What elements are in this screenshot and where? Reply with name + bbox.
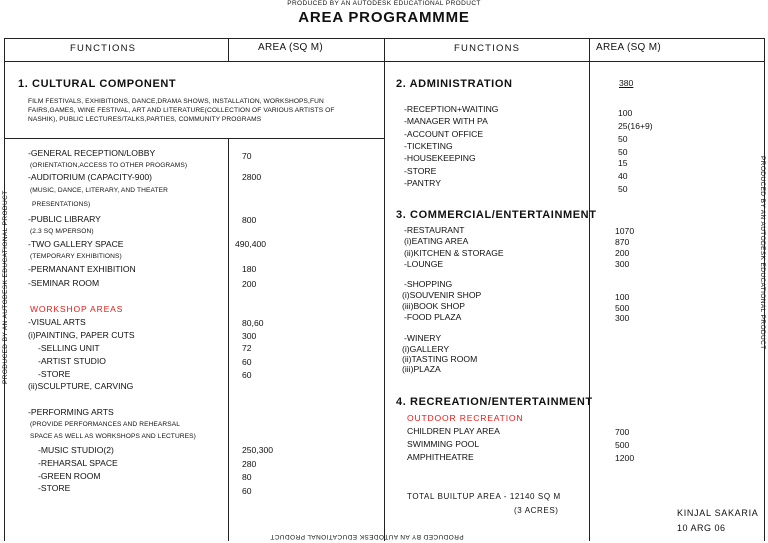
item-value: 2800 bbox=[242, 172, 262, 182]
admin-total: 380 bbox=[619, 78, 634, 88]
item-value: 15 bbox=[618, 158, 628, 168]
item-value: 50 bbox=[618, 184, 628, 194]
watermark-top: PRODUCED BY AN AUTODESK EDUCATIONAL PRODUCT bbox=[287, 0, 481, 7]
item-value: 72 bbox=[242, 343, 252, 353]
item-label: -STORE bbox=[38, 369, 71, 379]
area-header-right: AREA (SQ M) bbox=[596, 42, 661, 53]
item-label: (i)GALLERY bbox=[402, 344, 450, 354]
page-title: AREA PROGRAMMME bbox=[298, 9, 470, 26]
grid-line-col2 bbox=[589, 38, 590, 541]
item-label: (ii)SCULPTURE, CARVING bbox=[28, 381, 134, 391]
item-value: 60 bbox=[242, 486, 252, 496]
item-value: 700 bbox=[615, 427, 630, 437]
item-value: 60 bbox=[242, 370, 252, 380]
item-value: 100 bbox=[615, 292, 630, 302]
item-value: 25(16+9) bbox=[618, 121, 653, 131]
item-label: (iii)BOOK SHOP bbox=[402, 301, 466, 311]
item-value: 80 bbox=[242, 472, 252, 482]
item-label: (ii)TASTING ROOM bbox=[402, 354, 478, 364]
item-value: 300 bbox=[242, 331, 257, 341]
item-value: 250,300 bbox=[242, 445, 274, 455]
functions-header-right: FUNCTIONS bbox=[454, 43, 521, 54]
item-label: -ARTIST STUDIO bbox=[38, 356, 106, 366]
cultural-desc-3: NASHIK), PUBLIC LECTURES/TALKS,PARTIES, COMMUNITY PROGRAMS bbox=[28, 116, 262, 123]
item-label: -SHOPPING bbox=[404, 279, 453, 289]
item-label: -RECEPTION+WAITING bbox=[404, 104, 499, 114]
item-label: AMPHITHEATRE bbox=[407, 452, 474, 462]
item-label: (iii)PLAZA bbox=[402, 364, 441, 374]
grid-line-middle bbox=[384, 38, 385, 541]
item-label: -PANTRY bbox=[404, 178, 441, 188]
item-label: -PUBLIC LIBRARY bbox=[28, 214, 101, 224]
item-value: 60 bbox=[242, 357, 252, 367]
item-note: (MUSIC, DANCE, LITERARY, AND THEATER bbox=[30, 187, 168, 194]
item-label: -WINERY bbox=[404, 333, 442, 343]
item-value: 500 bbox=[615, 303, 630, 313]
watermark-right: PRODUCED BY AN AUTODESK EDUCATIONAL PRODUCT bbox=[759, 156, 766, 350]
item-note: (2.3 SQ M/PERSON) bbox=[30, 228, 94, 235]
item-label: -MANAGER WITH PA bbox=[404, 116, 488, 126]
grid-line-col1 bbox=[228, 138, 229, 541]
item-label: (i)SOUVENIR SHOP bbox=[402, 290, 482, 300]
item-value: 300 bbox=[615, 313, 630, 323]
item-value: 40 bbox=[618, 171, 628, 181]
watermark-bottom: PRODUCED BY AN AUTODESK EDUCATIONAL PRODUCT bbox=[270, 533, 464, 540]
recreation-heading: 4. RECREATION/ENTERTAINMENT bbox=[396, 396, 593, 408]
cultural-desc-2: FAIRS,GAMES, WINE FESTIVAL, ART AND LITERATURE(COLLECTION OF VARIOUS ARTISTS OF bbox=[28, 107, 335, 114]
item-label: (ii)KITCHEN & STORAGE bbox=[404, 248, 504, 258]
item-value: 1070 bbox=[615, 226, 635, 236]
item-value: 870 bbox=[615, 237, 630, 247]
area-header-left: AREA (SQ M) bbox=[258, 42, 323, 53]
item-label: -PERFORMING ARTS bbox=[28, 407, 114, 417]
item-value: 70 bbox=[242, 151, 252, 161]
item-label: -RESTAURANT bbox=[404, 225, 465, 235]
author-name: KINJAL SAKARIA bbox=[677, 508, 759, 518]
outdoor-heading: OUTDOOR RECREATION bbox=[407, 413, 524, 423]
item-note: (PROVIDE PERFORMANCES AND REHEARSAL bbox=[30, 421, 181, 428]
cultural-heading: 1. CULTURAL COMPONENT bbox=[18, 78, 177, 90]
drawing-date: 10 ARG 06 bbox=[677, 523, 726, 533]
item-label: -TWO GALLERY SPACE bbox=[28, 239, 124, 249]
item-note: SPACE AS WELL AS WORKSHOPS AND LECTURES) bbox=[30, 433, 196, 440]
item-label: -GENERAL RECEPTION/LOBBY bbox=[28, 148, 156, 158]
item-label: (i)EATING AREA bbox=[404, 236, 469, 246]
item-value: 1200 bbox=[615, 453, 635, 463]
workshop-heading: WORKSHOP AREAS bbox=[30, 304, 124, 314]
item-value: 50 bbox=[618, 134, 628, 144]
grid-line-cultural bbox=[4, 138, 384, 139]
item-label: -SEMINAR ROOM bbox=[28, 278, 100, 288]
item-value: 200 bbox=[242, 279, 257, 289]
item-value: 500 bbox=[615, 440, 630, 450]
item-label: SWIMMING POOL bbox=[407, 439, 480, 449]
item-label: -MUSIC STUDIO(2) bbox=[38, 445, 114, 455]
watermark-left: PRODUCED BY AN AUTODESK EDUCATIONAL PRODUCT bbox=[2, 190, 9, 384]
item-value: 100 bbox=[618, 108, 633, 118]
total-acres: (3 ACRES) bbox=[514, 506, 559, 515]
grid-line-col1-head bbox=[228, 38, 229, 61]
admin-heading: 2. ADMINISTRATION bbox=[396, 78, 513, 90]
total-builtup: TOTAL BUILTUP AREA - 12140 SQ M bbox=[407, 492, 561, 501]
item-value: 180 bbox=[242, 264, 257, 274]
item-label: -REHARSAL SPACE bbox=[38, 458, 118, 468]
item-label: CHILDREN PLAY AREA bbox=[407, 426, 500, 436]
item-label: -VISUAL ARTS bbox=[28, 317, 86, 327]
item-label: -STORE bbox=[404, 166, 437, 176]
item-value: 80,60 bbox=[242, 318, 264, 328]
commercial-heading: 3. COMMERCIAL/ENTERTAINMENT bbox=[396, 209, 597, 221]
item-label: (i)PAINTING, PAPER CUTS bbox=[28, 330, 135, 340]
item-label: -LOUNGE bbox=[404, 259, 444, 269]
item-value: 800 bbox=[242, 215, 257, 225]
item-label: -GREEN ROOM bbox=[38, 471, 101, 481]
item-note: PRESENTATIONS) bbox=[32, 201, 91, 208]
item-value: 300 bbox=[615, 259, 630, 269]
cultural-desc-1: FILM FESTIVALS, EXHIBITIONS, DANCE,DRAMA SHOWS, INSTALLATION, WORKSHOPS,FUN bbox=[28, 98, 324, 105]
item-note: (TEMPORARY EXHIBITIONS) bbox=[30, 253, 122, 260]
item-value: 200 bbox=[615, 248, 630, 258]
item-label: -STORE bbox=[38, 483, 71, 493]
item-label: -FOOD PLAZA bbox=[404, 312, 462, 322]
item-label: -SELLING UNIT bbox=[38, 343, 100, 353]
functions-header-left: FUNCTIONS bbox=[70, 43, 137, 54]
item-label: -PERMANANT EXHIBITION bbox=[28, 264, 136, 274]
item-label: -TICKETING bbox=[404, 141, 453, 151]
item-value: 280 bbox=[242, 459, 257, 469]
item-value: 490,400 bbox=[235, 239, 267, 249]
item-label: -ACCOUNT OFFICE bbox=[404, 129, 484, 139]
item-label: -AUDITORIUM (CAPACITY-900) bbox=[28, 172, 152, 182]
item-label: -HOUSEKEEPING bbox=[404, 153, 476, 163]
item-value: 50 bbox=[618, 147, 628, 157]
item-note: (ORIENTATION,ACCESS TO OTHER PROGRAMS) bbox=[30, 162, 188, 169]
